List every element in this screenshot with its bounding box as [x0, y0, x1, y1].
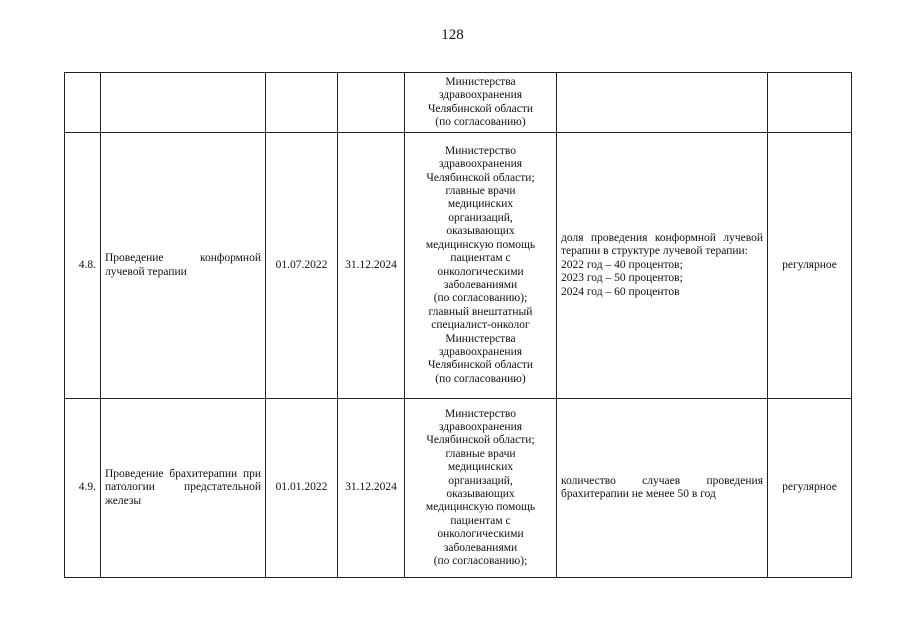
responsible-line: заболеваниями: [443, 541, 518, 554]
indicator-text: доля проведения конформной лучевой терапии в структуре лучевой терапии:: [561, 231, 763, 258]
activity-name: [101, 399, 266, 578]
periodicity: регулярное: [768, 399, 852, 578]
responsible-line: Министерства: [445, 332, 516, 345]
indicator-line: 2022 год – 40 процентов;: [561, 258, 683, 271]
responsible-line: медицинскую помощь: [425, 238, 536, 251]
responsible-line: специалист-онколог: [431, 319, 530, 332]
responsible-line: главные врачи: [445, 185, 516, 198]
table-row-4-8: [65, 133, 852, 399]
periodicity: регулярное: [768, 133, 852, 399]
indicator: [557, 73, 768, 133]
end-date: 31.12.2024: [338, 133, 405, 399]
start-date: 01.07.2022: [266, 133, 338, 399]
responsible-line: Челябинской области;: [426, 171, 535, 184]
responsible-line: здравоохранения: [438, 345, 523, 358]
activities-table: [64, 72, 852, 578]
responsible-line: здравоохранения: [438, 420, 523, 433]
responsible-line: здравоохранения: [438, 158, 523, 171]
responsible-line: пациентам с: [450, 252, 511, 265]
responsible-line: Министерство: [445, 407, 516, 420]
responsible-line: Челябинской области;: [426, 434, 535, 447]
responsible-line: (по согласованию);: [433, 292, 528, 305]
start-date: [266, 73, 338, 133]
activity-name-text: Проведение конформной лучевой терапии: [105, 252, 261, 278]
periodicity: [768, 73, 852, 133]
activity-name: [101, 73, 266, 133]
responsible-line: здравоохранения: [438, 89, 523, 102]
indicator-line: 2023 год – 50 процентов;: [561, 272, 683, 285]
responsible-line: медицинскую помощь: [425, 501, 536, 514]
responsible-line: главный внештатный: [428, 305, 533, 318]
responsible-line: организаций,: [448, 211, 513, 224]
responsible-line: организаций,: [448, 474, 513, 487]
indicator-text: количество случаев проведения брахитерапии не менее 50 в год: [561, 474, 763, 500]
responsible-line: оказывающих: [446, 488, 515, 500]
responsible-line: Челябинской области: [427, 102, 534, 115]
responsible-line: медицинских: [447, 198, 514, 211]
responsible-line: медицинских: [447, 461, 514, 474]
responsible-executors: [405, 133, 557, 399]
responsible-executors: [405, 399, 557, 578]
end-date: 31.12.2024: [338, 399, 405, 578]
responsible-line: (по согласованию);: [433, 555, 528, 568]
responsible-line: пациентам с: [450, 514, 511, 527]
responsible-line: онкологическими: [437, 528, 524, 541]
indicator: [557, 133, 768, 399]
responsible-line: (по согласованию): [435, 372, 526, 385]
activity-name: [101, 133, 266, 399]
responsible-line: оказывающих: [446, 225, 515, 238]
indicator-line: 2024 год – 60 процентов: [561, 285, 680, 298]
indicator: [557, 399, 768, 578]
row-number: 4.8.: [65, 133, 101, 399]
table-row-continuation: [65, 73, 852, 133]
activity-name-text: Проведение брахитерапии при патологии предстательной железы: [105, 467, 261, 507]
page-number: 128: [441, 27, 464, 43]
responsible-line: Челябинской области: [427, 359, 534, 372]
responsible-line: онкологическими: [437, 265, 524, 278]
responsible-executors: [405, 73, 557, 133]
responsible-line: главные врачи: [445, 447, 516, 460]
responsible-line: Министерство: [445, 144, 516, 157]
table-row-4-9: [65, 399, 852, 578]
responsible-line: Министерства: [445, 75, 516, 88]
responsible-line: (по согласованию): [435, 115, 526, 128]
row-number: 4.9.: [65, 399, 101, 578]
row-number: [65, 73, 101, 133]
end-date: [338, 73, 405, 133]
responsible-line: заболеваниями: [443, 278, 518, 291]
start-date: 01.01.2022: [266, 399, 338, 578]
